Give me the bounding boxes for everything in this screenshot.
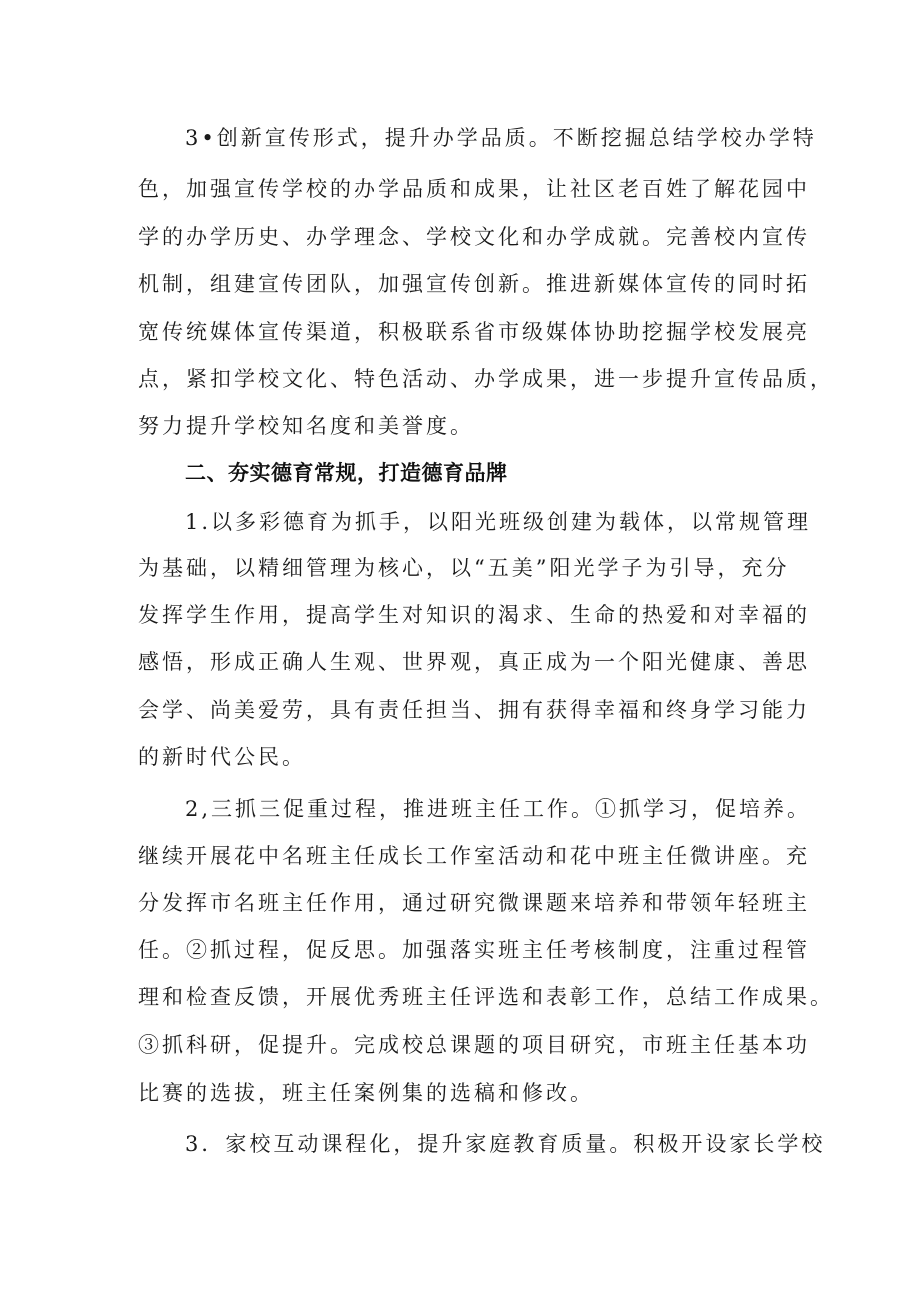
paragraph-2-line-5: 会学、尚美爱劳，具有责任担当、拥有获得幸福和终身学习能力 — [138, 698, 810, 722]
paragraph-1-line-4: 机制，组建宣传团队，加强宣传创新。推进新媒体宣传的同时拓 — [138, 272, 810, 296]
section-heading: 二、夯实德育常规，打造德育品牌 — [185, 461, 508, 485]
paragraph-2-line-6: 的新时代公民。 — [138, 745, 306, 769]
paragraph-3-line-5: 理和检查反馈，开展优秀班主任评选和表彰工作，总结工作成果。 — [138, 985, 834, 1009]
paragraph-3-line-2: 继续开展花中名班主任成长工作室活动和花中班主任微讲座。充 — [138, 844, 810, 868]
paragraph-2-line-1: 1.以多彩德育为抓手，以阳光班级创建为载体，以常规管理 — [185, 510, 812, 534]
paragraph-3-line-4: 任。②抓过程，促反思。加强落实班主任考核制度，注重过程管 — [138, 938, 810, 962]
paragraph-1-line-3: 学的办学历史、办学理念、学校文化和办学成就。完善校内宣传 — [138, 225, 810, 249]
paragraph-2-line-4: 感悟，形成正确人生观、世界观，真正成为一个阳光健康、善思 — [138, 650, 810, 674]
paragraph-1-line-5: 宽传统媒体宣传渠道，积极联系省市级媒体协助挖掘学校发展亮 — [138, 320, 810, 344]
paragraph-3-line-1: 2,三抓三促重过程，推进班主任工作。①抓学习，促培养。 — [185, 797, 812, 821]
paragraph-1-line-7: 努力提升学校知名度和美誉度。 — [138, 414, 474, 438]
paragraph-1-line-1: 3•创新宣传形式，提升办学品质。不断挖掘总结学校办学特 — [185, 126, 817, 150]
paragraph-2-line-3: 发挥学生作用，提高学生对知识的渴求、生命的热爱和对幸福的 — [138, 603, 810, 627]
paragraph-3-line-3: 分发挥市名班主任作用，通过研究微课题来培养和带领年轻班主 — [138, 891, 810, 915]
paragraph-3-line-7: 比赛的选拔，班主任案例集的选稿和修改。 — [138, 1081, 594, 1105]
paragraph-3-line-6: ③抓科研，促提升。完成校总课题的项目研究，市班主任基本功 — [138, 1033, 810, 1057]
paragraph-1-line-2: 色，加强宣传学校的办学品质和成果，让社区老百姓了解花园中 — [138, 177, 810, 201]
paragraph-2-line-2: 为基础，以精细管理为核心，以“五美”阳光学子为引导，充分 — [138, 556, 790, 580]
paragraph-1-line-6: 点，紧扣学校文化、特色活动、办学成果，进一步提升宣传品质， — [138, 367, 834, 391]
paragraph-4-line-1: 3．家校互动课程化，提升家庭教育质量。积极开设家长学校 — [185, 1132, 826, 1156]
